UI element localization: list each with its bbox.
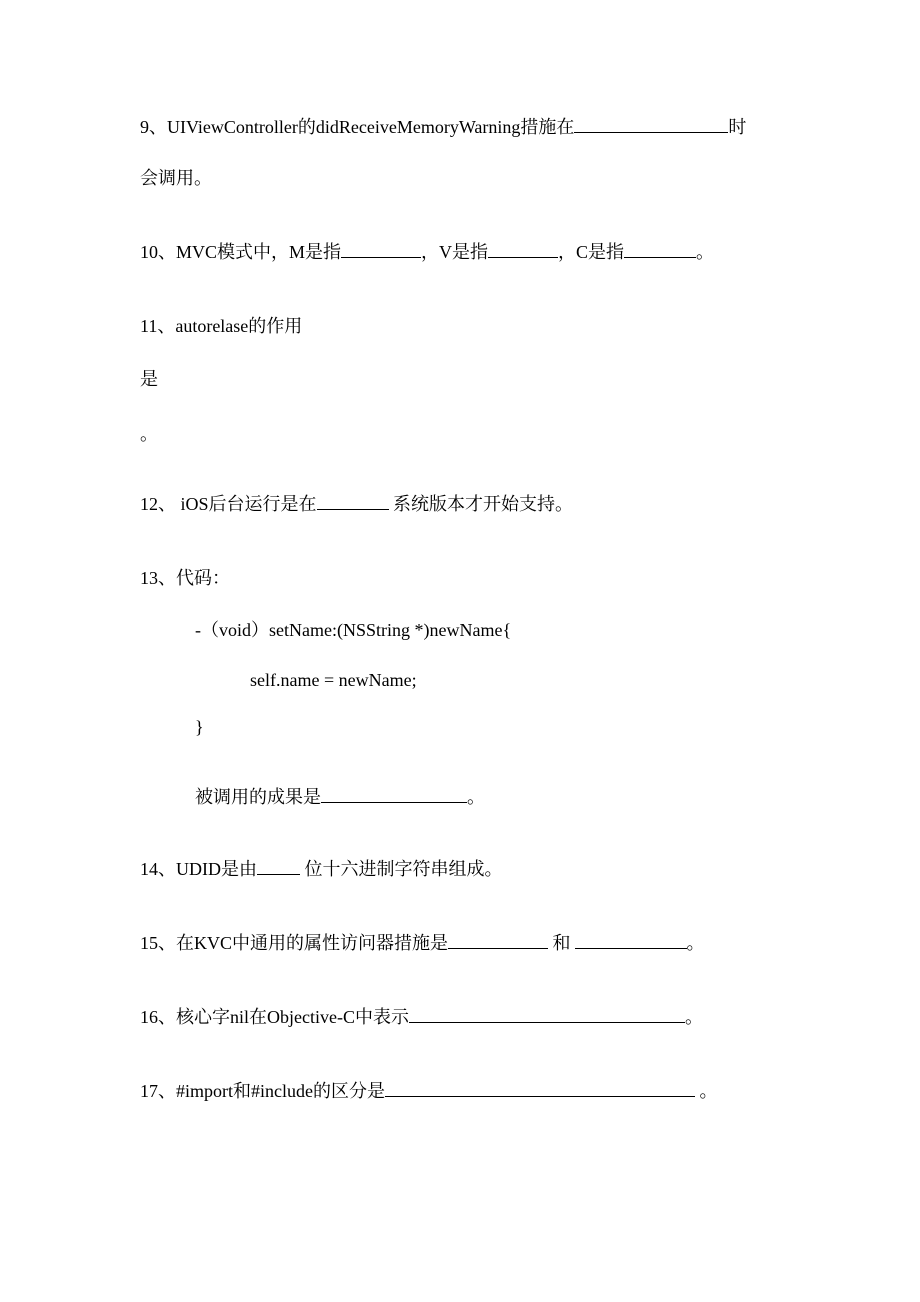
q15-text-1: 15、在KVC中通用的属性访问器措施是 [140, 933, 449, 953]
q16-text-2: 。 [684, 1007, 703, 1027]
question-17 [140, 1078, 717, 1103]
question-15 [140, 930, 705, 955]
question-11 [140, 314, 302, 338]
q16-blank [409, 1004, 685, 1023]
q14-blank [257, 856, 300, 875]
code-text-1: -（void）setName:(NSString *)newName{ [195, 620, 512, 640]
code-line-1 [195, 618, 511, 642]
q11-text-2: 是 [140, 369, 158, 389]
q10-blank-v [488, 239, 558, 258]
q14-text-2: 位十六进制字符串组成。 [300, 859, 503, 879]
code-line-2 [250, 668, 417, 692]
question-10 [140, 239, 714, 264]
code-text-3: } [195, 717, 204, 737]
q12-text-2: 系统版本才开始支持。 [388, 494, 574, 514]
q11-text-3: 。 [140, 424, 158, 444]
q9-suffix: 时 [728, 117, 747, 137]
q13-result-suffix: 。 [467, 787, 485, 807]
q17-text-2: 。 [694, 1081, 718, 1101]
code-line-3 [195, 715, 204, 739]
question-14 [140, 856, 503, 881]
q15-text-2: 和 [548, 933, 571, 953]
q15-blank-1 [448, 930, 548, 949]
q15-text-3: 。 [686, 933, 705, 953]
q10-text-2: ，V是指 [421, 242, 489, 262]
q17-blank [385, 1078, 695, 1097]
q15-blank-2 [575, 930, 687, 949]
q13-blank [321, 784, 467, 803]
question-9-continuation [140, 166, 212, 190]
q10-text-3: ，C是指 [558, 242, 625, 262]
q13-result-text: 被调用的成果是 [195, 787, 321, 807]
question-11-line-2 [140, 367, 158, 391]
q9-continuation-text: 会调用。 [140, 168, 212, 188]
q10-text-4: 。 [696, 242, 715, 262]
q12-blank [317, 491, 389, 510]
question-12 [140, 491, 573, 516]
q9-blank [574, 114, 728, 133]
q10-text-1: 10、MVC模式中，M是指 [140, 242, 342, 262]
q10-blank-c [624, 239, 696, 258]
q12-text-1: 12、 iOS后台运行是在 [140, 494, 317, 514]
question-11-line-3 [140, 422, 158, 446]
q14-text-1: 14、UDID是由 [140, 859, 257, 879]
q11-text-1: 11、autorelase的作用 [140, 316, 303, 336]
q13-title: 13、代码： [140, 568, 230, 588]
q9-text: 9、UIViewController的didReceiveMemoryWarning措施在 [140, 117, 575, 137]
code-text-2: self.name = newName; [250, 670, 417, 690]
question-9 [140, 114, 746, 139]
q16-text-1: 16、核心字nil在Objective-C中表示 [140, 1007, 409, 1027]
q10-blank-m [341, 239, 421, 258]
question-13 [140, 566, 230, 590]
question-16 [140, 1004, 703, 1029]
question-13-result [195, 784, 485, 809]
q17-text-1: 17、#import和#include的区分是 [140, 1081, 385, 1101]
